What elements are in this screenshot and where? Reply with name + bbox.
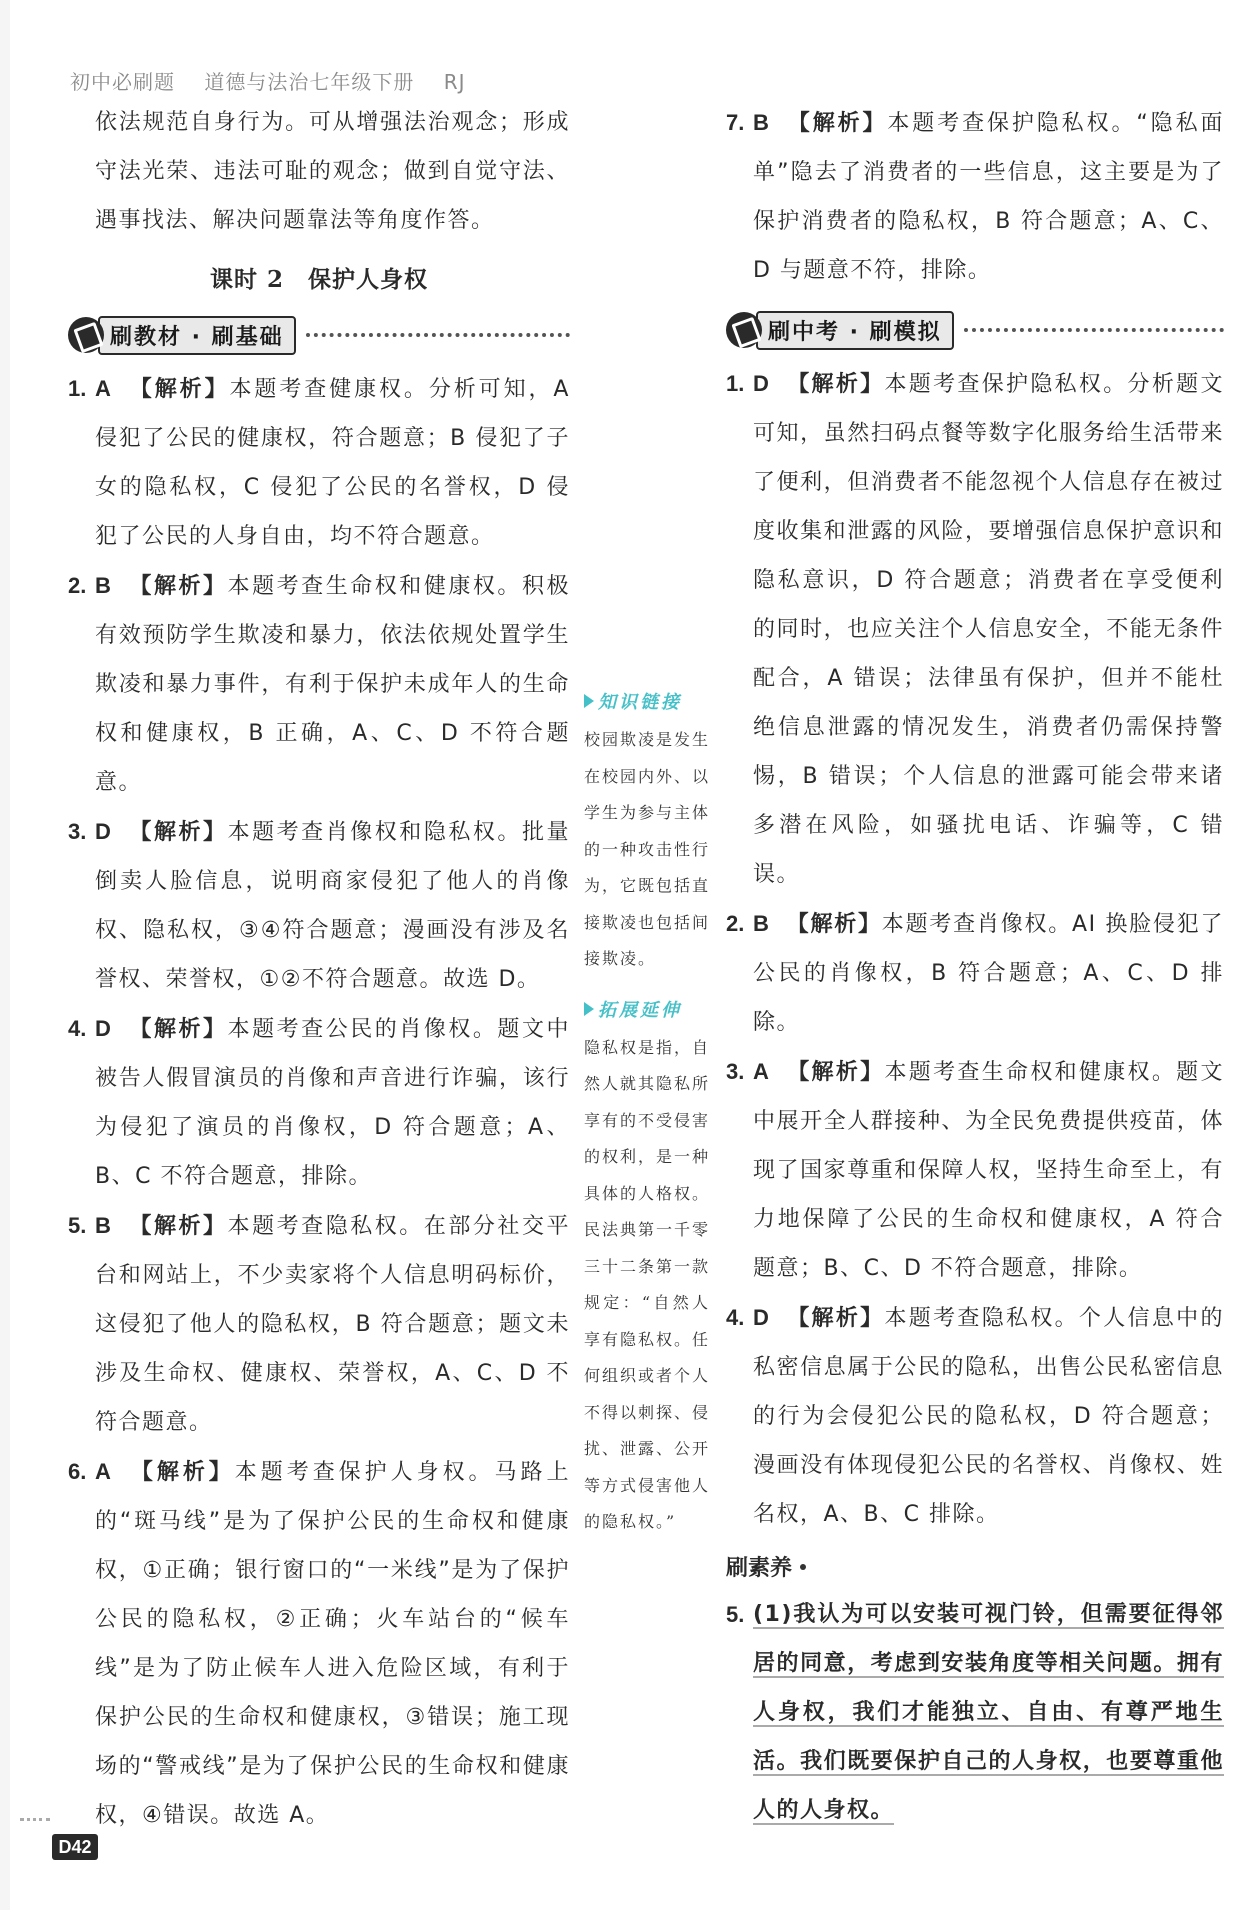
- answer-item: [726, 1047, 1224, 1293]
- answer-item: [726, 899, 1224, 1047]
- item-tag: 【解析】: [128, 574, 228, 599]
- item-number: 1.: [726, 371, 745, 396]
- item-answer: D: [753, 1305, 771, 1330]
- item-tag: 【解析】: [128, 377, 230, 402]
- book-icon: [726, 312, 762, 348]
- item-number: 1.: [68, 376, 87, 401]
- running-header: [70, 66, 488, 95]
- note-title-text: 知识链接: [598, 692, 682, 713]
- intro-paragraph: 依法规范自身行为。可从增强法治观念；形成守法光荣、违法可耻的观念；做到自觉守法、遇事找法、解决问题靠法等角度作答。: [95, 110, 570, 233]
- answer-item: [726, 1293, 1224, 1539]
- item-number: 3.: [68, 819, 87, 844]
- answer-item: [68, 561, 570, 807]
- item-text: 本题考查保护隐私权。分析题文可知，虽然扫码点餐等数字化服务给生活带来了便利，但消费者不能忽视个人信息存在被过度收集和泄露的风险，要增强信息保护意识和隐私意识，D 符合题意；消费者在享受便利的同时，也应关注个人信息安全，不能无条件配合，A 错误；法律虽有保护，但并不能杜绝信息泄露的情况发生，消费者仍需保持警惕，B 错误；个人信息的泄露可能会带来诸多潜在风险，如骚扰电话、诈骗等，C 错误。: [753, 372, 1224, 887]
- item-text: 本题考查肖像权和隐私权。批量倒卖人脸信息，说明商家侵犯了他人的肖像权、隐私权，③④符合题意；漫画没有涉及名誉权、荣誉权，①②不符合题意。故选 D。: [95, 820, 570, 992]
- right-top-answer-list: [726, 98, 1224, 295]
- item-number: 7.: [726, 110, 745, 135]
- answer-item: [68, 364, 570, 561]
- banner-label: 刷教材 · 刷基础: [98, 316, 296, 355]
- item-answer: B: [95, 1213, 113, 1238]
- item-text: 本题考查保护隐私权。“隐私面单”隐去了消费者的一些信息，这主要是为了保护消费者的隐私权，B 符合题意；A、C、D 与题意不符，排除。: [753, 111, 1224, 283]
- page-edge: [0, 0, 10, 1910]
- dot-icon: [800, 1564, 806, 1570]
- header-subject: 道德与法治七年级下册: [204, 70, 415, 94]
- item-tag: 【解析】: [786, 1060, 885, 1085]
- header-edition: RJ: [443, 70, 466, 94]
- answer-item: [68, 1004, 570, 1201]
- answer-item-q5: [726, 1590, 1224, 1835]
- item-answer: B: [753, 110, 771, 135]
- item-number: 5.: [726, 1602, 745, 1627]
- note-title: [584, 996, 710, 1022]
- item-tag: 【解析】: [786, 372, 885, 397]
- item-text: 本题考查保护人身权。马路上的“斑马线”是为了保护公民的生命权和健康权，①正确；银行窗口的“一米线”是为了保护公民的隐私权，②正确；火车站台的“候车线”是为了防止候车人进入危险区域，有利于保护公民的生命权和健康权，③错误；施工现场的“警戒线”是为了保护公民的生命权和健康权，④错误。故选 A。: [95, 1460, 570, 1828]
- dotted-rule: [964, 328, 1224, 332]
- margin-notes: [584, 688, 710, 1559]
- subhead-literacy: [726, 1551, 1224, 1582]
- note-knowledge-link: [584, 688, 710, 978]
- answer-item: [726, 359, 1224, 899]
- answer-item: [68, 1447, 570, 1840]
- item-text: 本题考查生命权和健康权。积极有效预防学生欺凌和暴力，依法依规处置学生欺凌和暴力事件，有利于保护未成年人的生命权和健康权，B 正确，A、C、D 不符合题意。: [95, 574, 570, 795]
- left-column: [68, 98, 570, 1840]
- note-text: 校园欺凌是发生在校园内外、以学生为参与主体的一种攻击性行为，它既包括直接欺凌也包括间接欺凌。: [584, 730, 711, 968]
- note-extension: [584, 996, 710, 1541]
- item-number: 2.: [68, 573, 87, 598]
- item-answer-text: (1)我认为可以安装可视门铃，但需要征得邻居的同意，考虑到安装角度等相关问题。拥有人身权，我们才能独立、自由、有尊严地生活。我们既要保护自己的人身权，也要尊重他人的人身权。: [753, 1602, 1224, 1823]
- item-answer: D: [95, 819, 113, 844]
- item-answer: B: [95, 573, 113, 598]
- item-text: 本题考查隐私权。在部分社交平台和网站上，不少卖家将个人信息明码标价，这侵犯了他人的隐私权，B 符合题意；题文未涉及生命权、健康权、荣誉权，A、C、D 不符合题意。: [95, 1214, 570, 1435]
- item-text: 本题考查肖像权。AI 换脸侵犯了公民的肖像权，B 符合题意；A、C、D 排除。: [753, 912, 1224, 1035]
- item-text: 本题考查公民的肖像权。题文中被告人假冒演员的肖像和声音进行诈骗，该行为侵犯了演员的肖像权，D 符合题意；A、B、C 不符合题意，排除。: [95, 1017, 570, 1189]
- section-banner-exam: [726, 309, 1224, 351]
- banner-label: 刷中考 · 刷模拟: [756, 311, 954, 350]
- lesson-title: 课时 2 保护人身权: [209, 266, 428, 293]
- right-answer-list: [726, 359, 1224, 1539]
- item-answer: A: [95, 1459, 113, 1484]
- item-number: 4.: [726, 1305, 745, 1330]
- item-tag: 【解析】: [128, 1214, 228, 1239]
- item-tag: 【解析】: [128, 1017, 228, 1042]
- page-number: D42: [52, 1834, 98, 1860]
- item-answer: D: [95, 1016, 113, 1041]
- answer-item: [726, 98, 1224, 295]
- note-title: [584, 688, 710, 714]
- item-tag: 【解析】: [786, 912, 882, 937]
- subhead-text: 刷素养: [726, 1556, 793, 1581]
- item-number: 3.: [726, 1059, 745, 1084]
- item-answer: B: [753, 911, 771, 936]
- right-column: [726, 98, 1224, 1835]
- item-text: 本题考查健康权。分析可知，A 侵犯了公民的健康权，符合题意；B 侵犯了子女的隐私权，C 侵犯了公民的名誉权，D 侵犯了公民的人身自由，均不符合题意。: [95, 377, 570, 549]
- item-number: 5.: [68, 1213, 87, 1238]
- book-icon: [68, 317, 104, 353]
- item-tag: 【解析】: [786, 1306, 885, 1331]
- item-tag: 【解析】: [128, 820, 228, 845]
- note-title-text: 拓展延伸: [598, 999, 682, 1021]
- item-number: 6.: [68, 1459, 87, 1484]
- left-answer-list: [68, 364, 570, 1840]
- item-answer: A: [753, 1059, 771, 1084]
- page-number-dots: [20, 1818, 50, 1821]
- item-answer: D: [753, 371, 771, 396]
- item-tag: 【解析】: [786, 111, 888, 136]
- triangle-icon: [584, 694, 594, 708]
- answer-item: [68, 1201, 570, 1447]
- header-series: 初中必刷题: [70, 70, 175, 94]
- item-text: 本题考查隐私权。个人信息中的私密信息属于公民的隐私，出售公民私密信息的行为会侵犯公民的隐私权，D 符合题意；漫画没有体现侵犯公民的名誉权、肖像权、姓名权，A、B、C 排除。: [753, 1306, 1224, 1527]
- section-banner-basic: [68, 314, 570, 356]
- triangle-icon: [584, 1002, 594, 1016]
- item-number: 2.: [726, 911, 745, 936]
- item-text: 本题考查生命权和健康权。题文中展开全人群接种、为全民免费提供疫苗，体现了国家尊重和保障人权，坚持生命至上，有力地保障了公民的生命权和健康权，A 符合题意；B、C、D 不符合题意，排除。: [753, 1060, 1224, 1281]
- answer-item: [68, 807, 570, 1004]
- note-text: 隐私权是指，自然人就其隐私所享有的不受侵害的权利，是一种具体的人格权。民法典第一千零三十二条第一款规定：“自然人享有隐私权。任何组织或者个人不得以刺探、侵扰、泄露、公开等方式侵害他人的隐私权。”: [584, 1037, 711, 1531]
- dotted-rule: [306, 333, 570, 337]
- item-number: 4.: [68, 1016, 87, 1041]
- item-answer: A: [95, 376, 113, 401]
- item-tag: 【解析】: [128, 1460, 235, 1485]
